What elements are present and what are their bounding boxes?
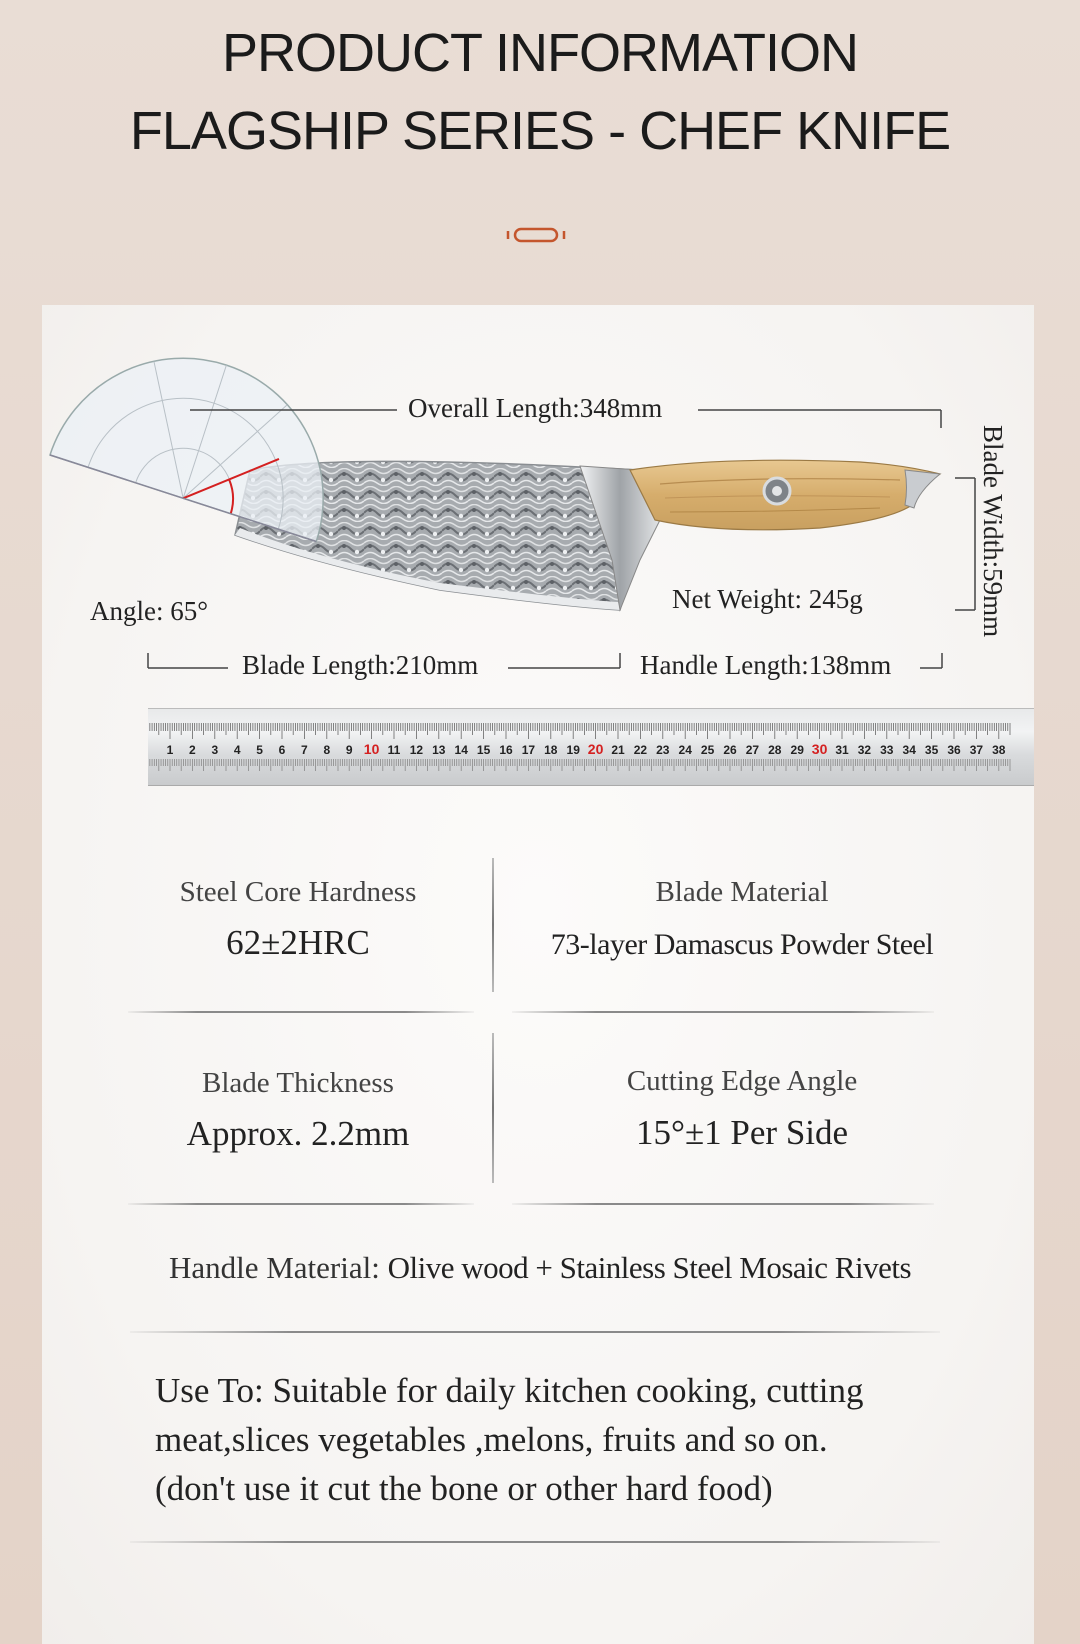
ruler-number: 31 — [835, 743, 849, 757]
ruler-number: 7 — [301, 743, 308, 757]
ruler-number: 24 — [678, 743, 692, 757]
cutting-edge-angle-value: 15°±1 Per Side — [635, 1113, 849, 1152]
page-subtitle: FLAGSHIP SERIES - CHEF KNIFE — [129, 101, 951, 161]
steel-core-hardness-label: Steel Core Hardness — [179, 876, 417, 908]
measuring-ruler — [148, 708, 1034, 786]
net-weight-label: Net Weight: 245g — [672, 584, 863, 614]
usage-line: (don't use it cut the bone or other hard food) — [155, 1469, 773, 1508]
ruler-number: 10 — [363, 741, 380, 757]
ruler-number: 35 — [924, 743, 939, 757]
usage-line: meat,slices vegetables ,melons, fruits and so on. — [155, 1420, 828, 1459]
ruler-number: 11 — [387, 743, 401, 757]
usage-line: Use To: Suitable for daily kitchen cooking, cutting — [155, 1371, 864, 1410]
steel-core-hardness-value: 62±2HRC — [226, 923, 370, 962]
ruler-number: 22 — [633, 743, 648, 757]
usage-description — [155, 1366, 955, 1513]
ruler-number: 17 — [521, 743, 536, 757]
ruler-number: 25 — [700, 743, 715, 757]
handle-material-row — [0, 1250, 1080, 1286]
ruler-number: 15 — [476, 743, 491, 757]
horizontal-divider — [130, 1331, 940, 1333]
handle-length-label: Handle Length:138mm — [640, 650, 892, 680]
ruler-number: 20 — [587, 741, 604, 757]
protractor-icon — [50, 322, 360, 542]
ruler-number: 19 — [566, 743, 580, 757]
knife-illustration — [0, 0, 1080, 700]
ruler-number: 1 — [166, 743, 174, 757]
ruler-number: 5 — [256, 743, 263, 757]
horizontal-divider — [128, 1011, 474, 1013]
ruler-number: 14 — [454, 743, 468, 757]
ruler-number: 4 — [233, 743, 241, 757]
ruler-number: 38 — [992, 743, 1006, 757]
handle-material-label: Handle Material: — [168, 1250, 380, 1285]
blade-material-label: Blade Material — [655, 876, 829, 908]
horizontal-divider — [512, 1203, 934, 1205]
ruler-number: 6 — [278, 743, 286, 757]
vertical-divider — [492, 1033, 494, 1183]
blade-thickness-label: Blade Thickness — [202, 1067, 394, 1099]
ruler-number: 36 — [947, 743, 961, 757]
overall-length-label: Overall Length:348mm — [408, 393, 663, 423]
blade-length-label: Blade Length:210mm — [242, 650, 479, 680]
ruler-number: 37 — [969, 743, 984, 757]
handle-material-value: Olive wood + Stainless Steel Mosaic Rivets — [387, 1250, 912, 1285]
ruler-number: 26 — [723, 743, 737, 757]
knife-handle — [630, 460, 940, 530]
cutting-edge-angle-label: Cutting Edge Angle — [626, 1065, 858, 1097]
ruler-number: 27 — [745, 743, 760, 757]
ruler-number: 12 — [409, 743, 424, 757]
ruler-number: 28 — [768, 743, 782, 757]
ruler-number: 34 — [902, 743, 916, 757]
ruler-number: 3 — [211, 743, 219, 757]
blade-thickness-value: Approx. 2.2mm — [186, 1114, 410, 1153]
ruler-number: 21 — [611, 743, 625, 757]
horizontal-divider — [130, 1541, 940, 1543]
ruler-number: 2 — [189, 743, 196, 757]
ruler-number: 23 — [656, 743, 670, 757]
horizontal-divider — [128, 1203, 474, 1205]
vertical-divider — [492, 858, 494, 992]
blade-width-label: Blade Width:59mm — [978, 425, 1008, 638]
blade-material-value: 73-layer Damascus Powder Steel — [550, 928, 934, 961]
angle-label: Angle: 65° — [90, 596, 209, 626]
ruler-number: 9 — [345, 743, 353, 757]
ruler-number: 18 — [544, 743, 558, 757]
horizontal-divider — [512, 1011, 934, 1013]
ruler-number: 13 — [432, 743, 446, 757]
ruler-number: 29 — [790, 743, 804, 757]
ruler-number: 16 — [499, 743, 513, 757]
ruler-number: 8 — [323, 743, 331, 757]
ruler-number: 30 — [811, 741, 828, 757]
page-title: PRODUCT INFORMATION — [222, 23, 858, 83]
ruler-scale — [148, 709, 1034, 785]
ruler-number: 33 — [880, 743, 894, 757]
ruler-number: 32 — [857, 743, 872, 757]
